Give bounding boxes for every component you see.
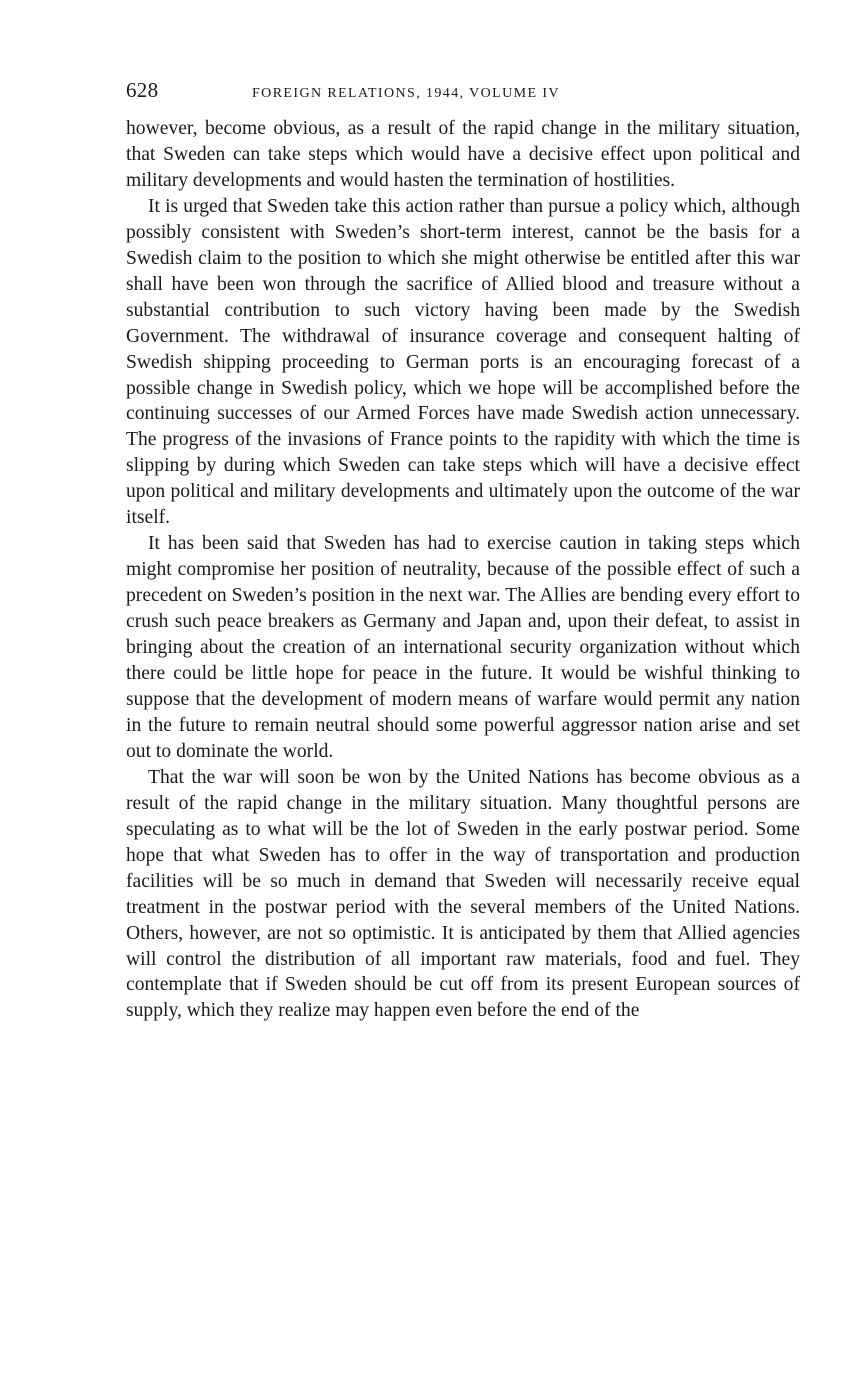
paragraph: It has been said that Sweden has had to exercise caution in taking steps which might compromise her position of neutrality, because of the possible effect of such a precedent on Sweden’s position in the next war. The Allies are bending every effort to crush such peace breakers as Germany and Japan and, upon their defeat, to assist in bringing about the creation of an international security organization without which there could be little hope for peace in the future. It would be wishful thinking to suppose that the development of modern means of warfare would permit any nation in the future to remain neutral should some powerful aggressor nation arise and set out to dominate the world. <box>126 533 800 762</box>
paragraph-continuation: however, become obvious, as a result of the rapid change in the military situation, that Sweden can take steps which would have a decisive effect upon political and military developments and would hasten the termination of hostilities. <box>126 118 800 191</box>
document-page <box>126 78 800 1024</box>
running-header <box>126 78 800 108</box>
paragraph: It is urged that Sweden take this action rather than pursue a policy which, although possibly consistent with Sweden’s short-term interest, cannot be the basis for a Swedish claim to the position to which she might otherwise be entitled after this war shall have been won through the sacrifice of Allied blood and treasure without a substantial contribution to such victory having been made by the Swedish Government. The withdrawal of insurance coverage and consequent halting of Swedish shipping proceeding to German ports is an encouraging forecast of a possible change in Swedish policy, which we hope will be accomplished before the continuing successes of our Armed Forces have made Swedish action unnecessary. The progress of the invasions of France points to the rapidity with which the time is slipping by during which Sweden can take steps which will have a decisive effect upon political and military developments and ultimately upon the outcome of the war itself. <box>126 195 800 529</box>
running-title: FOREIGN RELATIONS, 1944, VOLUME IV <box>252 86 560 101</box>
page-number: 628 <box>126 78 159 102</box>
paragraph: That the war will soon be won by the United Nations has become obvious as a result of the rapid change in the military situation. Many thoughtful persons are speculating as to what will be the lot of Sweden in the early postwar period. Some hope that what Sweden has to offer in the way of transportation and production facilities will be so much in demand that Sweden will necessarily receive equal treatment in the postwar period with the several members of the United Nations. Others, however, are not so optimistic. It is anticipated by them that Allied agencies will control the distribution of all important raw materials, food and fuel. They contemplate that if Sweden should be cut off from its present European sources of supply, which they realize may happen even before the end of the <box>126 766 800 1022</box>
body-text <box>126 116 800 1024</box>
